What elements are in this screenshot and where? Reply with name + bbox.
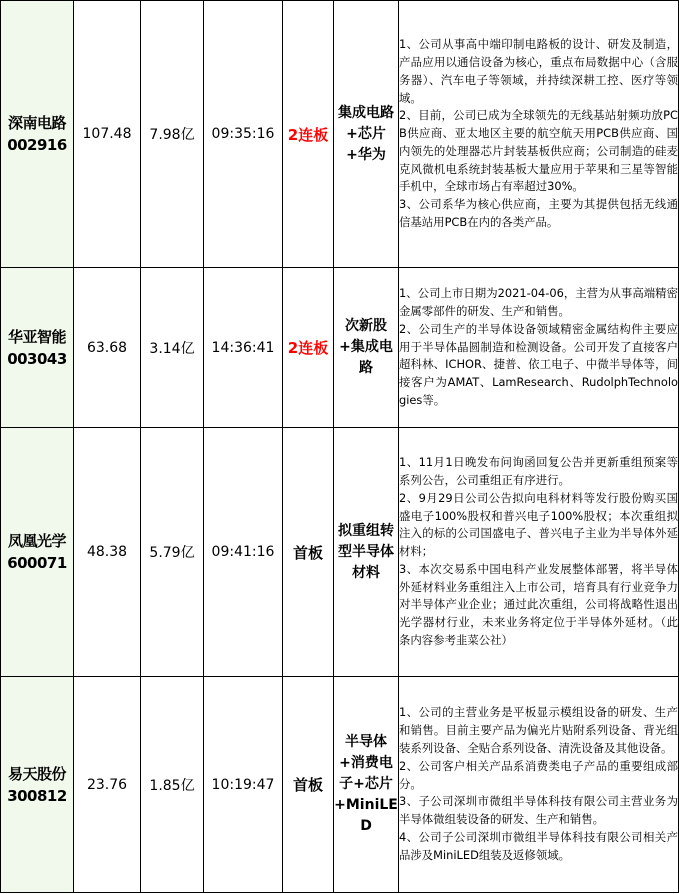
table-row bbox=[1, 1, 679, 268]
board-count: 首板 bbox=[283, 428, 334, 677]
description-paragraph: 1、公司从事高中端印制电路板的设计、研发及制造，产品应用以通信设备为核心，重点布局数据中心（含服务器）、汽车电子等领域，并持续深耕工控、医疗等领域。 bbox=[399, 37, 678, 105]
description-paragraph: 1、公司上市日期为2021-04-06，主营为从事高端精密金属零部件的研发、生产和销售。 bbox=[399, 286, 678, 318]
stock-name: 凤凰光学 bbox=[7, 532, 66, 550]
description-paragraph: 3、子公司深圳市微组半导体科技有限公司主营业务为半导体微组装设备的研发、生产和销售。 bbox=[399, 794, 678, 827]
description-paragraph: 3、公司系华为核心供应商，主要为其提供包括无线通信基站用PCB在内的各类产品。 bbox=[399, 197, 678, 230]
concept-tags: 次新股+集成电路 bbox=[334, 268, 399, 428]
stock-name-cell bbox=[1, 677, 74, 893]
stock-code: 002916 bbox=[7, 136, 67, 154]
description-paragraph: 1、11月1日晚发布问询函回复公告并更新重组预案等系列公告，公司重组正有序进行。 bbox=[399, 455, 678, 487]
board-count: 2连板 bbox=[283, 1, 334, 268]
stock-code: 003043 bbox=[7, 349, 67, 368]
description-paragraph: 2、公司客户相关产品系消费类电子产品的重要组成部分。 bbox=[399, 758, 678, 791]
board-count: 2连板 bbox=[283, 268, 334, 428]
limit-up-time: 09:35:16 bbox=[204, 1, 283, 268]
stock-price: 107.48 bbox=[74, 1, 141, 268]
trade-amount: 3.14亿 bbox=[141, 268, 204, 428]
stock-name: 华亚智能 bbox=[7, 327, 66, 346]
limit-up-time: 14:36:41 bbox=[204, 268, 283, 428]
stock-price: 63.68 bbox=[74, 268, 141, 428]
stock-name: 深南电路 bbox=[7, 114, 66, 132]
stock-name-cell bbox=[1, 1, 74, 268]
company-description bbox=[399, 428, 679, 677]
table-row bbox=[1, 268, 679, 428]
company-description bbox=[399, 268, 679, 428]
stock-code: 600071 bbox=[7, 554, 67, 572]
description-paragraph: 2、9月29日公司公告拟向电科材料等发行股份购买国盛电子100%股权和普兴电子100%股权；本次重组拟注入的标的公司国盛电子、普兴电子主业为半导体外延材料； bbox=[399, 490, 678, 559]
stock-price: 23.76 bbox=[74, 677, 141, 893]
stock-name: 易天股份 bbox=[7, 764, 66, 783]
limit-up-time: 09:41:16 bbox=[204, 428, 283, 677]
stock-name-cell bbox=[1, 428, 74, 677]
description-paragraph: 2、公司生产的半导体设备领域精密金属结构件主要应用于半导体晶圆制造和检测设备。公司开发了直接客户超科林、ICHOR、捷普、依工电子、中微半导体等，间接客户为AMAT、LamResearch、RudolphTechnologies等。 bbox=[399, 321, 678, 407]
trade-amount: 7.98亿 bbox=[141, 1, 204, 268]
trade-amount: 1.85亿 bbox=[141, 677, 204, 893]
description-paragraph: 3、本次交易系中国电科产业发展整体部署，将半导体外延材料业务重组注入上市公司，培育具有行业竞争力对半导体产业企业；通过此次重组，公司将战略性退出光学器材行业，未来业务将定位于半导体外延材。（此条内容参考韭菜公社） bbox=[399, 561, 678, 648]
concept-tags: 拟重组转型半导体材料 bbox=[334, 428, 399, 677]
concept-tags: 集成电路+芯片+华为 bbox=[334, 1, 399, 268]
limit-up-time: 10:19:47 bbox=[204, 677, 283, 893]
company-description bbox=[399, 1, 679, 268]
company-description bbox=[399, 677, 679, 893]
concept-tags: 半导体+消费电子+芯片+MiniLED bbox=[334, 677, 399, 893]
description-paragraph: 2、目前，公司已成为全球领先的无线基站射频功放PCB供应商、亚太地区主要的航空航天用PCB供应商、国内领先的处理器芯片封装基板供应商；公司制造的硅麦克风微机电系统封装基板大量应用于苹果和三星等智能手机中，全球市场占有率超过30%。 bbox=[399, 108, 678, 194]
board-count: 首板 bbox=[283, 677, 334, 893]
trade-amount: 5.79亿 bbox=[141, 428, 204, 677]
table-row bbox=[1, 677, 679, 893]
description-paragraph: 4、公司子公司深圳市微组半导体科技有限公司相关产品涉及MiniLED组装及返修领域。 bbox=[399, 829, 678, 862]
description-paragraph: 1、公司的主营业务是平板显示模组设备的研发、生产和销售。目前主要产品为偏光片贴附系列设备、背光组装系列设备、全贴合系列设备、清洗设备及其他设备。 bbox=[399, 705, 678, 755]
stock-name-cell bbox=[1, 268, 74, 428]
stock-code: 300812 bbox=[7, 786, 67, 805]
table-row bbox=[1, 428, 679, 677]
stock-price: 48.38 bbox=[74, 428, 141, 677]
